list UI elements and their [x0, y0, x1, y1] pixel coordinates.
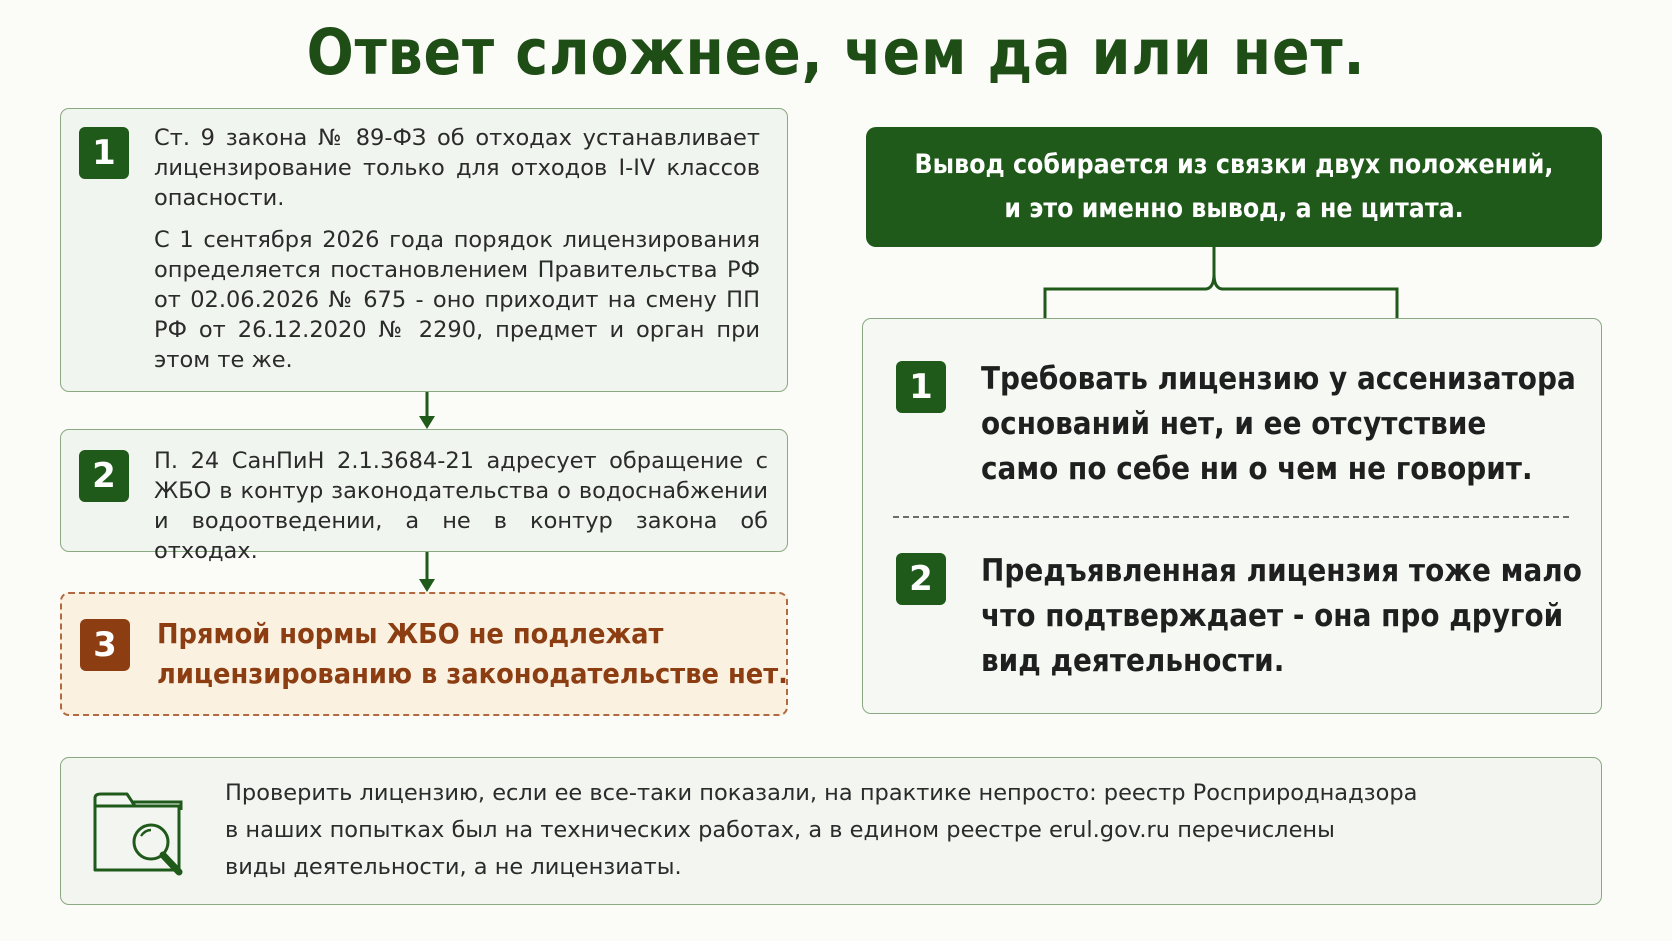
- page-title: Ответ сложнее, чем да или нет.: [306, 16, 1366, 89]
- step-badge-3: 3: [80, 619, 130, 671]
- step-3-line-2: лицензированию в законодательстве нет.: [157, 657, 788, 690]
- conclusion-brace: [1045, 247, 1397, 318]
- point-1-line-3: само по себе ни о чем не говорит.: [981, 451, 1533, 487]
- footer-line-1: Проверить лицензию, если ее все-таки показали, на практике непросто: реестр Росприроднадзора: [225, 780, 1418, 806]
- step-1-paragraph-1: Ст. 9 закона № 89-ФЗ об отходах устанавливает лицензирование только для отходов I-IV классов опасности.: [154, 125, 760, 211]
- point-1-line-1: Требовать лицензию у ассенизатора: [981, 361, 1576, 397]
- point-2-line-3: вид деятельности.: [981, 643, 1285, 679]
- step-badge-1: 1: [79, 127, 129, 179]
- arrow-2-3-head: [419, 579, 435, 592]
- point-badge-2: 2: [896, 553, 946, 605]
- footer-line-2: в наших попытках был на технических работах, а в едином реестре erul.gov.ru перечислены: [225, 817, 1335, 843]
- step-badge-2: 2: [79, 450, 129, 502]
- step-2-paragraph-1: П. 24 СанПиН 2.1.3684-21 адресует обращение с ЖБО в контур законодательства о водоснабжении и водоотведении, а не в контур закона об отходах.: [154, 448, 768, 564]
- footer-line-3: виды деятельности, а не лицензиаты.: [225, 854, 682, 880]
- point-1-line-2: оснований нет, и ее отсутствие: [981, 406, 1487, 442]
- point-badge-1: 1: [896, 361, 946, 413]
- conclusion-line-1: Вывод собирается из связки двух положений,: [914, 149, 1554, 180]
- arrow-1-2-head: [419, 416, 435, 429]
- point-2-line-1: Предъявленная лицензия тоже мало: [981, 553, 1582, 589]
- point-2-line-2: что подтверждает - она про другой: [981, 598, 1564, 634]
- conclusion-line-2: и это именно вывод, а не цитата.: [1004, 193, 1464, 224]
- step-3-line-1: Прямой нормы ЖБО не подлежат: [157, 617, 664, 650]
- step-1-paragraph-2: С 1 сентября 2026 года порядок лицензирования определяется постановлением Правительства РФ от 02.06.2026 № 675 - оно приходит на смену ПП РФ от 26.12.2020 № 2290, предмет и орган при этом те же.: [154, 227, 760, 373]
